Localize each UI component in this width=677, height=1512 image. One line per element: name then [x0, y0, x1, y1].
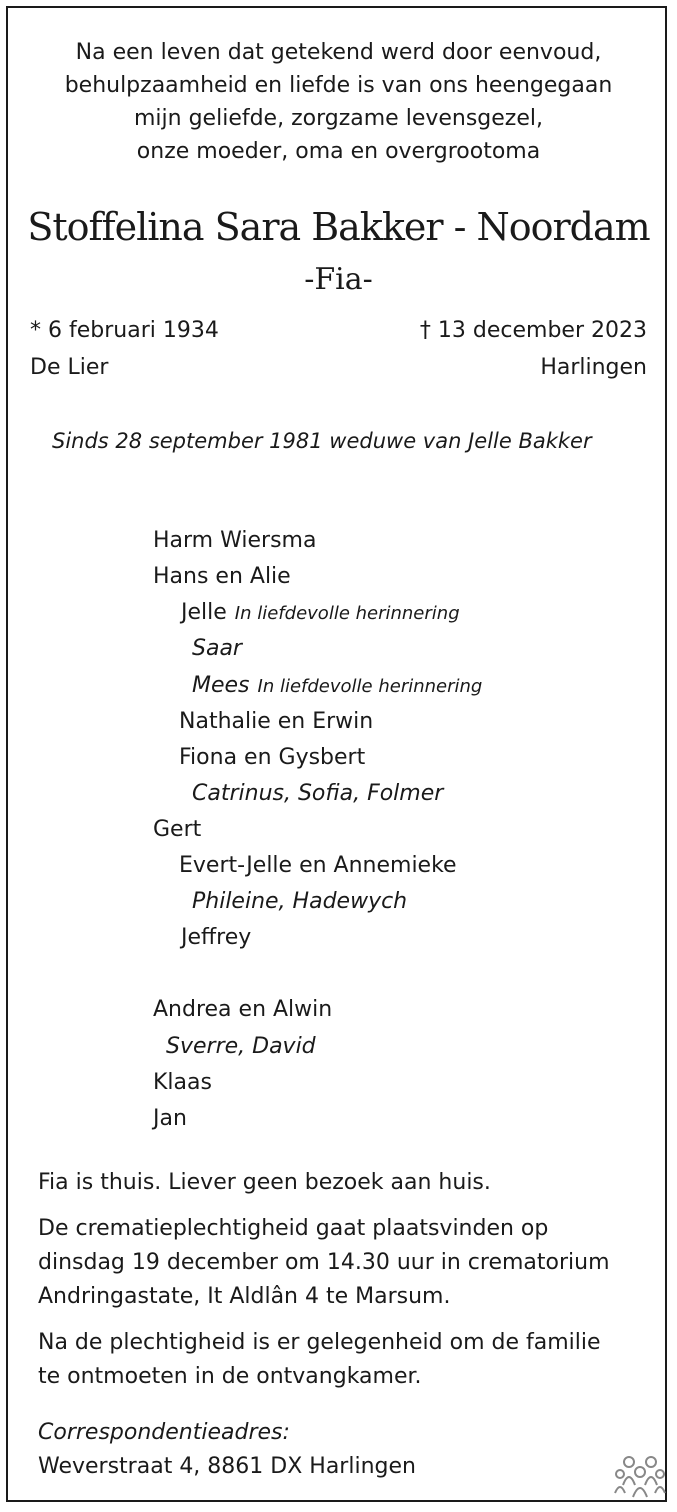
family-member: Evert-Jelle en Annemieke: [179, 853, 457, 878]
death-date: † 13 december 2023: [419, 318, 647, 343]
family-member: Sverre, David: [166, 1034, 316, 1059]
family-member: Harm Wiersma: [153, 528, 317, 553]
family-member: [181, 600, 460, 625]
after-line: te ontmoeten in de ontvangkamer.: [38, 1364, 422, 1389]
address-label: Correspondentieadres:: [38, 1420, 290, 1445]
intro-line: behulpzaamheid en liefde is van ons heengegaan: [64, 73, 613, 98]
memorial-note: In liefdevolle herinnering: [257, 676, 483, 697]
intro-line: mijn geliefde, zorgzame levensgezel,: [134, 106, 543, 131]
family-member: Gert: [153, 817, 202, 842]
family-member-name: Mees: [192, 673, 250, 698]
birth-place: De Lier: [30, 355, 109, 380]
birth-date: * 6 februari 1934: [30, 318, 219, 343]
family-member: Andrea en Alwin: [153, 997, 333, 1022]
after-line: Na de plechtigheid is er gelegenheid om de familie: [38, 1330, 601, 1355]
deceased-nickname: -Fia-: [304, 262, 373, 297]
widow-line: Sinds 28 september 1981 weduwe van Jelle Bakker: [52, 429, 592, 453]
intro-line: onze moeder, oma en overgrootoma: [136, 139, 541, 164]
family-member: Klaas: [153, 1070, 212, 1095]
family-member: Phileine, Hadewych: [192, 889, 408, 914]
death-place: Harlingen: [540, 355, 647, 380]
family-member: Jan: [153, 1106, 187, 1131]
family-member: Jeffrey: [181, 925, 252, 950]
family-member-name: Jelle: [181, 600, 227, 625]
family-member: Saar: [192, 636, 242, 661]
ceremony-line: dinsdag 19 december om 14.30 uur in crematorium: [38, 1250, 610, 1275]
family-member: Fiona en Gysbert: [179, 745, 366, 770]
family-member: [192, 673, 482, 698]
family-member: Nathalie en Erwin: [179, 709, 374, 734]
address: Weverstraat 4, 8861 DX Harlingen: [38, 1454, 416, 1479]
memorial-note: In liefdevolle herinnering: [234, 603, 460, 624]
intro-line: Na een leven dat getekend werd door eenvoud,: [75, 40, 602, 65]
family-member: Hans en Alie: [153, 564, 291, 589]
family-member: Catrinus, Sofia, Folmer: [192, 781, 444, 806]
home-notice: Fia is thuis. Liever geen bezoek aan huis.: [38, 1170, 491, 1195]
deceased-name: Stoffelina Sara Bakker - Noordam: [27, 205, 650, 249]
ceremony-line: Andringastate, It Aldlân 4 te Marsum.: [38, 1284, 451, 1309]
people-group-icon: [614, 1455, 666, 1499]
ceremony-line: De crematieplechtigheid gaat plaatsvinden op: [38, 1216, 549, 1241]
